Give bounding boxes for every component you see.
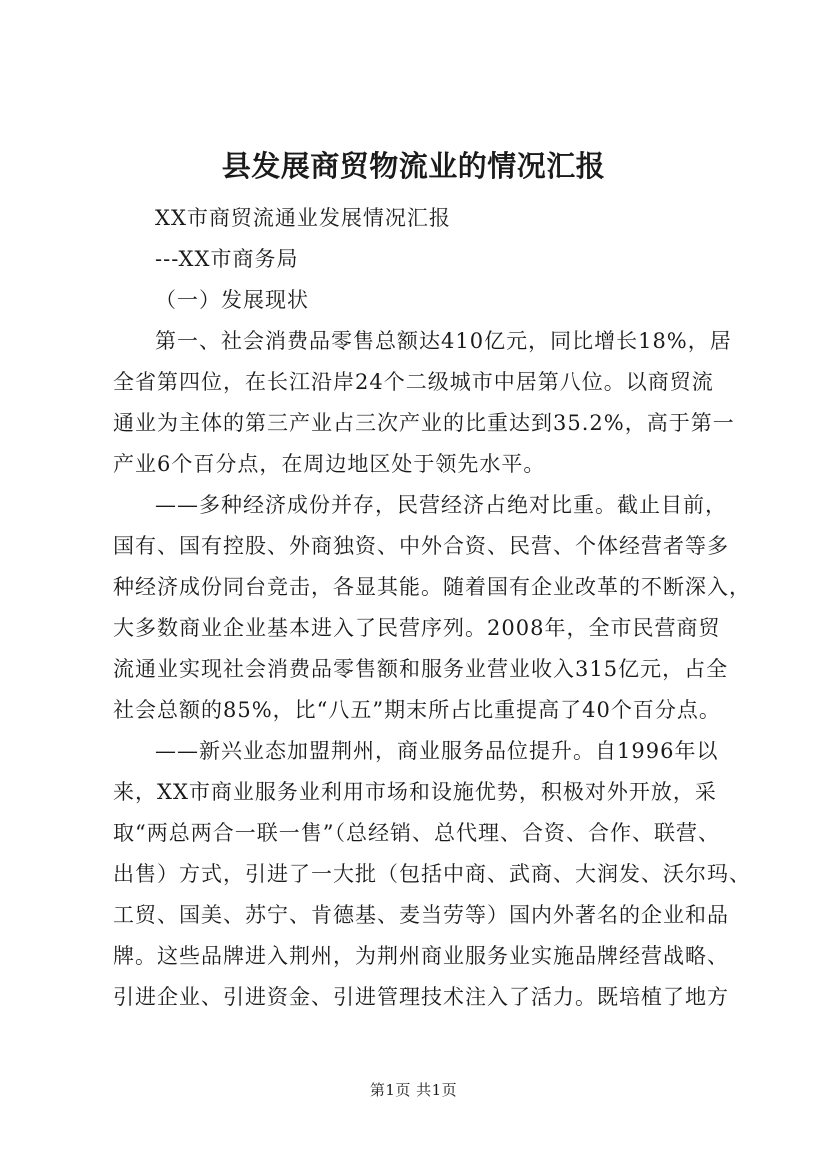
paragraph-line: ——新兴业态加盟荆州，商业服务品位提升。自1996年以 (155, 739, 719, 763)
document-title: 县发展商贸物流业的情况汇报 (221, 149, 606, 183)
paragraph-line: 流通业实现社会消费品零售额和服务业营业收入315亿元，占全 (113, 657, 729, 681)
document-body (113, 198, 751, 1018)
paragraph-line: 通业为主体的第三产业占三次产业的比重达到35.2%，高于第一 (113, 411, 735, 435)
paragraph-line: 全省第四位，在长江沿岸24个二级城市中居第八位。以商贸流 (113, 370, 714, 394)
paragraph-line: 产业6个百分点，在周边地区处于领先水平。 (113, 452, 546, 476)
paragraph-line: ——多种经济成份并存，民营经济占绝对比重。截止目前， (155, 493, 727, 517)
paragraph-line: 引进企业、引进资金、引进管理技术注入了活力。既培植了地方 (113, 985, 729, 1009)
paragraph-line: 大多数商业企业基本进入了民营序列。2008年，全市民营商贸 (113, 616, 721, 640)
page-number-footer: 第1页 共1页 (369, 1081, 458, 1099)
section-heading: （一）发展现状 (155, 288, 309, 312)
paragraph-line: 社会总额的85%，比“八五”期末所占比重提高了40个百分点。 (113, 698, 721, 722)
paragraph-line: 牌。这些品牌进入荆州，为荆州商业服务业实施品牌经营战略、 (113, 944, 729, 968)
paragraph-line: 出售）方式，引进了一大批（包括中商、武商、大润发、沃尔玛、 (113, 862, 751, 886)
paragraph-line: 取“两总两合一联一售”（总经销、总代理、合资、合作、联营、 (113, 821, 720, 845)
paragraph-line: 来，XX市商业服务业利用市场和设施优势，积极对外开放，采 (113, 780, 717, 804)
paragraph-line: 第一、社会消费品零售总额达410亿元，同比增长18%，居 (155, 329, 732, 353)
author-line: ---XX市商务局 (155, 247, 299, 271)
paragraph-line: 种经济成份同台竞击，各显其能。随着国有企业改革的不断深入， (113, 575, 751, 599)
paragraph-line: 工贸、国美、苏宁、肯德基、麦当劳等）国内外著名的企业和品 (113, 903, 729, 927)
subtitle-line: XX市商贸流通业发展情况汇报 (155, 206, 451, 230)
paragraph-line: 国有、国有控股、外商独资、中外合资、民营、个体经营者等多 (113, 534, 729, 558)
